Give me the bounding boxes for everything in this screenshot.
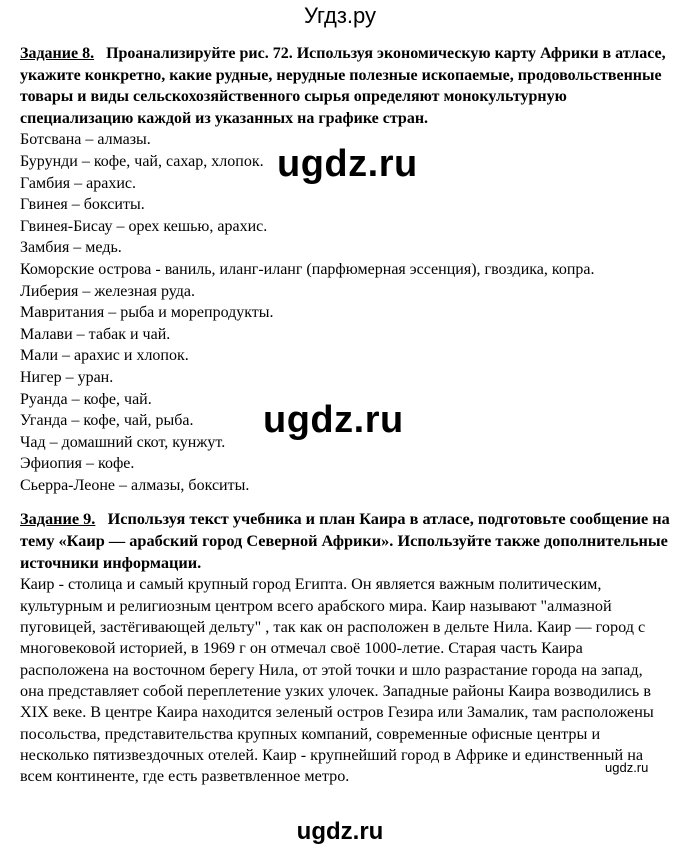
watermark-ugdz-2: ugdz.ru	[263, 399, 404, 441]
list-item: Уганда – кофе, чай, рыба.	[20, 412, 194, 430]
site-footer-title: ugdz.ru	[296, 818, 384, 845]
list-item: Либерия – железная руда.	[20, 282, 195, 300]
task-9-label: Задание 9.	[20, 509, 96, 529]
list-item: Ботсвана – алмазы.	[20, 131, 151, 149]
task-9-text: Используя текст учебника и план Каира в атласе, подготовьте сообщение на тему «Каир — арабский город Северной Африки». Используйте также дополнительные источники информации.	[20, 509, 670, 573]
list-item: Сьерра-Леоне – алмазы, бокситы.	[20, 476, 250, 494]
watermark-ugdz-1: ugdz.ru	[277, 143, 418, 185]
list-item: Замбия – медь.	[20, 239, 122, 257]
list-item: Гвинея-Бисау – орех кешью, арахис.	[20, 217, 268, 235]
list-item: Гвинея – бокситы.	[20, 196, 145, 214]
task-8-heading	[20, 43, 670, 129]
list-item: Бурунди – кофе, чай, сахар, хлопок.	[20, 152, 264, 170]
site-header-title: Угдз.ру	[303, 3, 377, 28]
task-9-heading	[20, 508, 670, 574]
list-item: Эфиопия – кофе.	[20, 455, 135, 473]
list-item: Чад – домашний скот, кунжут.	[20, 433, 226, 451]
list-item: Коморские острова - ваниль, иланг-иланг (парфюмерная эссенция), гвоздика, копра.	[20, 260, 595, 278]
task-8-text: Проанализируйте рис. 72. Используя экономическую карту Африки в атласе, укажите конкретно, какие рудные, нерудные полезные ископаемые, продовольственные товары и виды сельскохозяйственного сырья определяют монокультурную специализацию каждой из указанных на графике стран.	[20, 45, 666, 127]
list-item: Нигер – уран.	[20, 368, 114, 386]
task-9-answer: Каир - столица и самый крупный город Египта. Он является важным политическим, культурным и религиозным центром всего арабского мира. Каир называют "алмазной пуговицей, застёгивающей дельту" , так как он расположен в дельте Нила. Каир — город с многовековой историей, в 1969 г он отмечал своё 1000-летие. Старая часть Каира расположена на восточном берегу Нила, от этой точки и шло разрастание города на запад, она представляет собой переплетение узких улочек. Западные районы Каира возводились в XIX веке. В центре Каира находится зеленый остров Гезира или Замалик, там расположены посольства, представительства крупных компаний, современные офисные центры и несколько пятизвездочных отелей. Каир - крупнейший город в Африке и единственный на всем континенте, где есть разветвленное метро.	[20, 575, 654, 786]
task-9-section	[20, 508, 670, 787]
list-item: Руанда – кофе, чай.	[20, 390, 152, 408]
list-item: Малави – табак и чай.	[20, 325, 171, 343]
watermark-ugdz-small: ugdz.ru	[605, 760, 649, 775]
task-8-label: Задание 8.	[20, 45, 95, 62]
list-item: Гамбия – арахис.	[20, 174, 137, 192]
list-item: Мавритания – рыба и морепродукты.	[20, 304, 274, 322]
list-item: Мали – арахис и хлопок.	[20, 347, 189, 365]
